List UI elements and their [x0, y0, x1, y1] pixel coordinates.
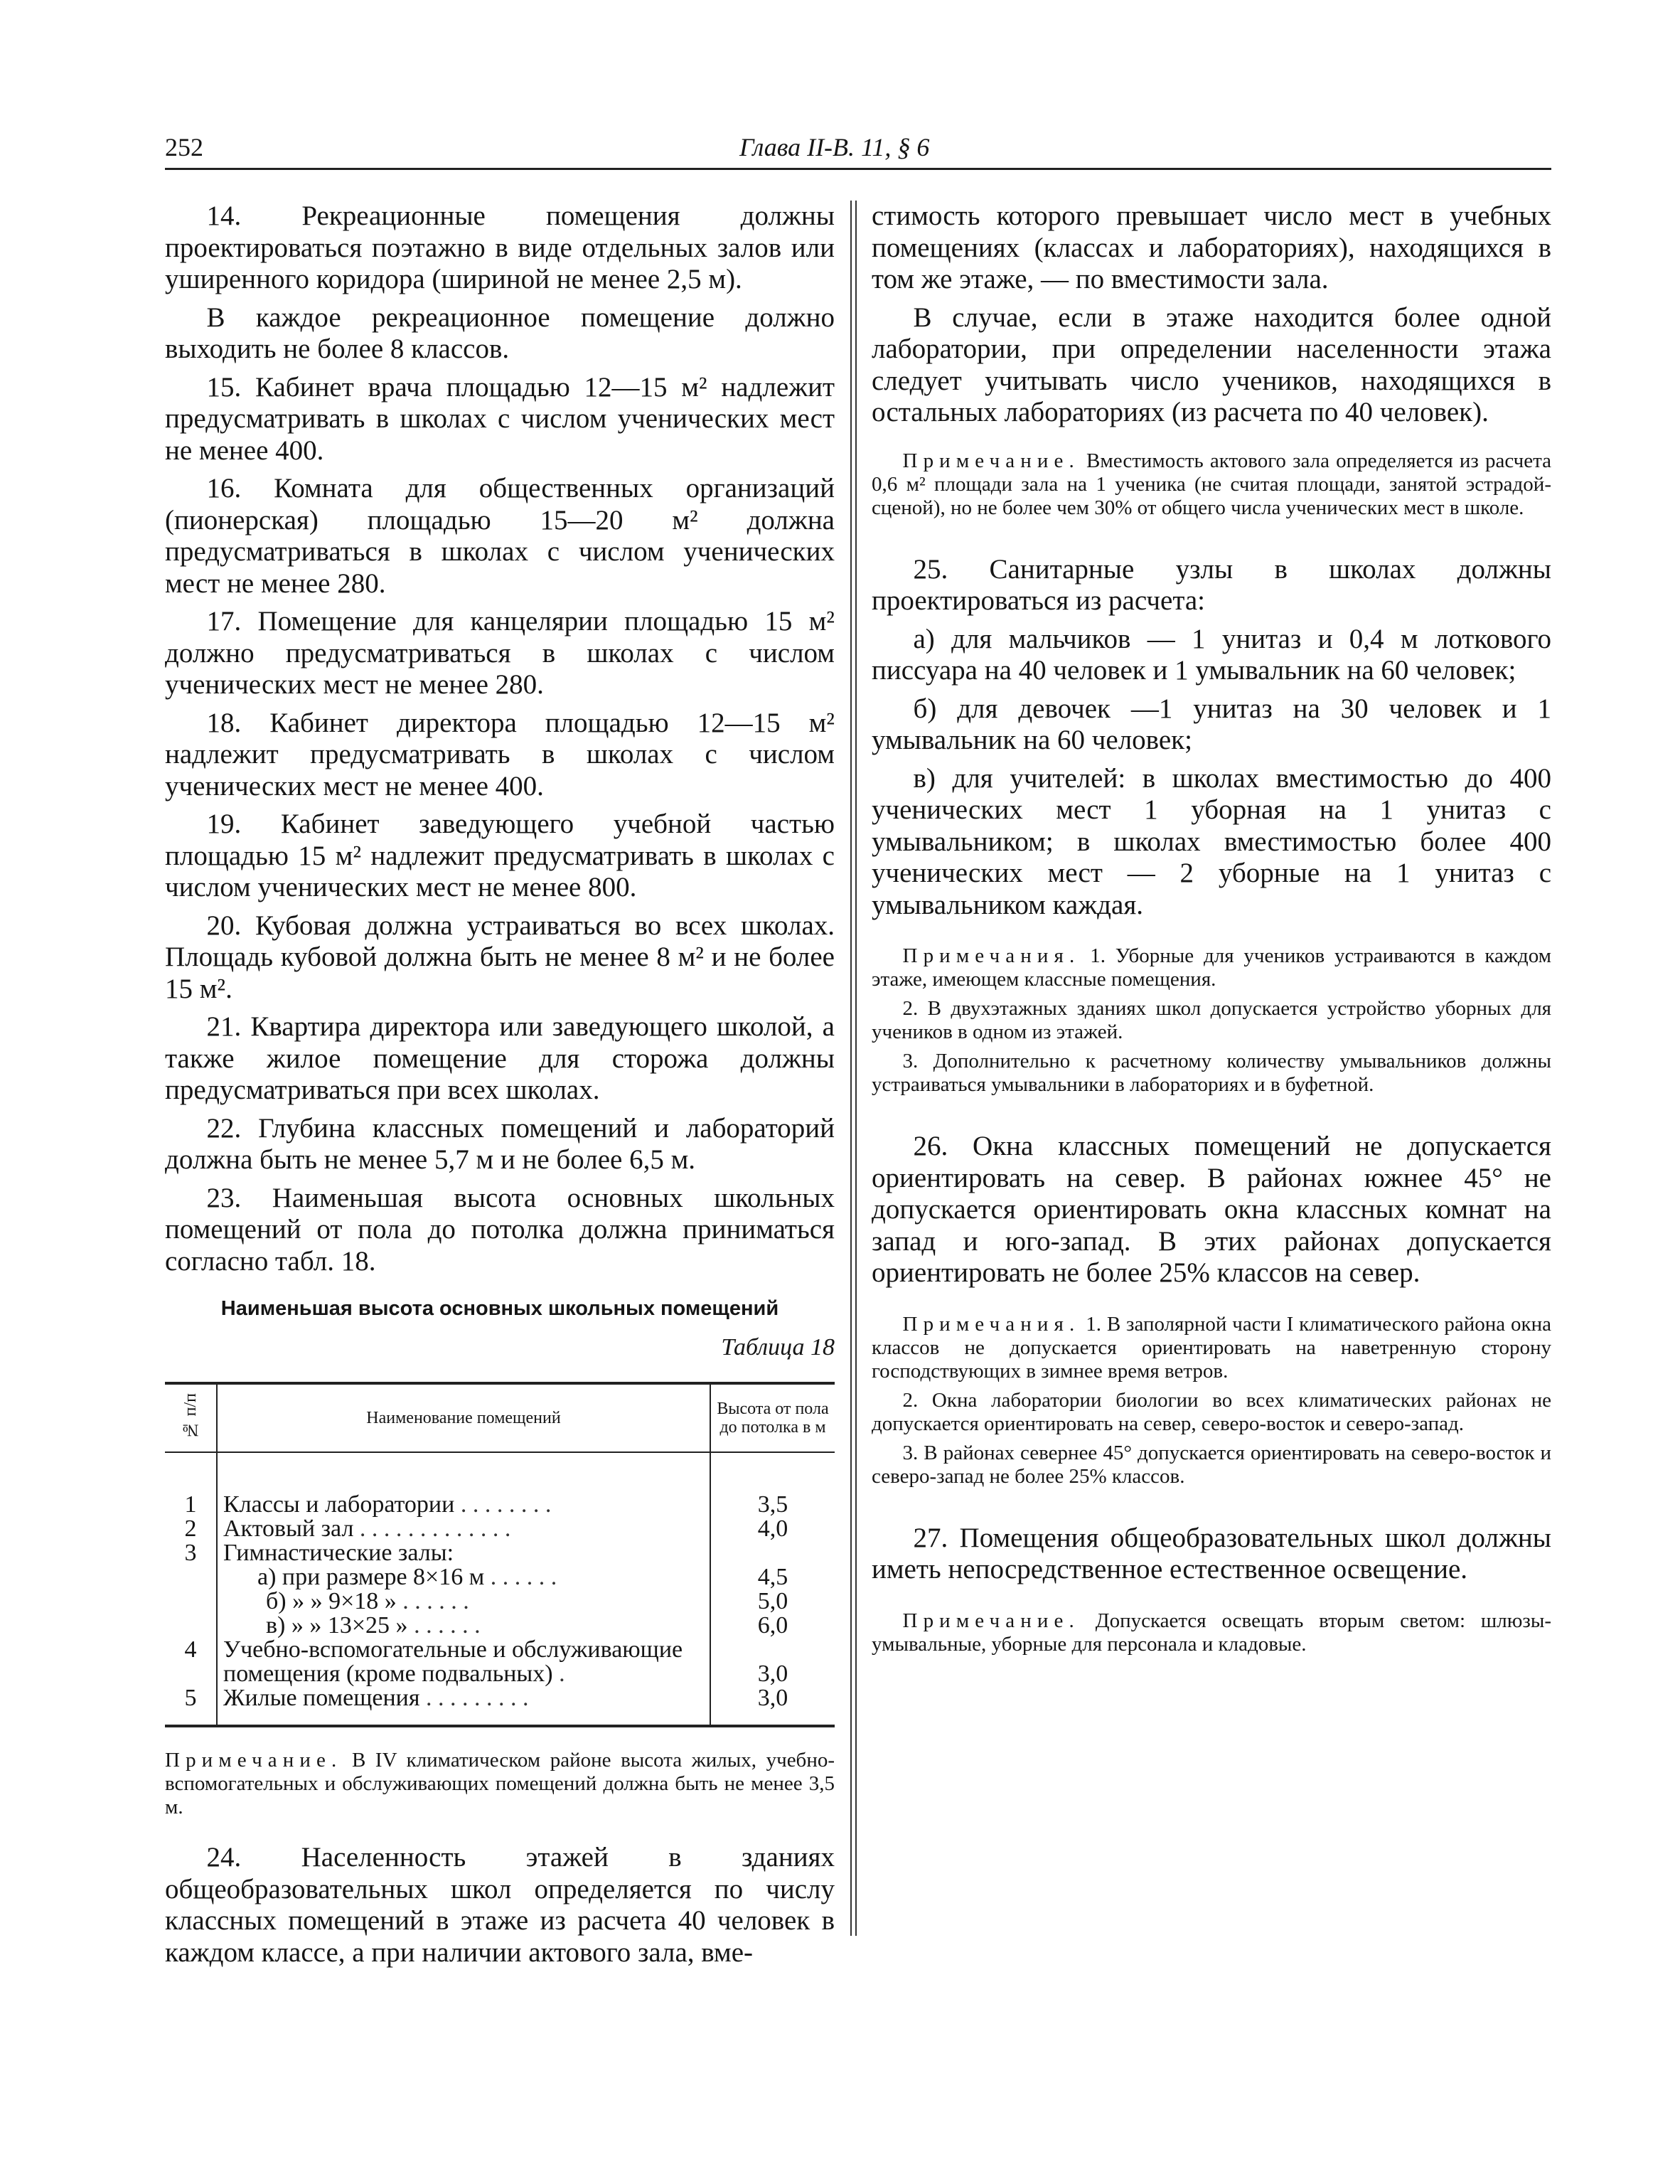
paragraph-21: 21. Квартира директора или заведующего школой, а также жилое помещение для сторожа должны предусматриваться при всех школах.	[165, 1011, 835, 1105]
table-row	[165, 1565, 835, 1589]
row-name-text: Учебно-вспомогательные и обслуживающие помещения (кроме подвальных)	[223, 1636, 683, 1688]
row-name	[217, 1614, 710, 1638]
table-note-label: Примечание.	[165, 1749, 343, 1772]
row-num	[165, 1589, 217, 1614]
paragraph-25b: б) для девочек —1 унитаз на 30 человек и 1 умывальник на 60 человек;	[872, 693, 1551, 755]
paragraph-18: 18. Кабинет директора площадью 12—15 м² надлежит предусматривать в школах с числом ученических мест не менее 400.	[165, 707, 835, 801]
row-num: 2	[165, 1517, 217, 1541]
row-num: 4	[165, 1638, 217, 1686]
table-row	[165, 1686, 835, 1726]
row-name-text: в) » » 13×25 »	[266, 1612, 408, 1639]
row-leader: . . . . . .	[484, 1564, 557, 1591]
row-leader: . . . . . . . . . . . . .	[353, 1516, 511, 1543]
header-name: Наименование помещений	[366, 1409, 561, 1428]
right-column	[872, 201, 1551, 1662]
row-name	[217, 1517, 710, 1541]
paragraph-23: 23. Наименьшая высота основных школьных помещений от пола до потолка должна приниматься согласно табл. 18.	[165, 1182, 835, 1277]
row-num: 3	[165, 1541, 217, 1565]
notes-26-label: Примечания.	[902, 1312, 1081, 1336]
table-title: Наименьшая высота основных школьных помещений	[220, 1297, 779, 1320]
row-name-text: Классы и лаборатории	[223, 1491, 455, 1518]
paragraph-24b: В случае, если в этаже находится более одной лаборатории, при определении населенности этажа следует учитывать число учеников, находящихся в остальных лабораториях (из расчета по 40 человек).	[872, 302, 1551, 427]
row-name	[217, 1452, 710, 1517]
notes-25-1	[872, 944, 1551, 991]
table-row	[165, 1452, 835, 1517]
row-name-text: б) » » 9×18 »	[266, 1588, 397, 1615]
row-num	[165, 1565, 217, 1589]
row-value: 3,5	[710, 1452, 835, 1517]
row-value: 5,0	[710, 1589, 835, 1614]
row-num: 1	[165, 1452, 217, 1517]
paragraph-24-continued: стимость которого превышает число мест в учебных помещениях (классах и лабораториях), находящихся в том же этаже, — по вместимости зала.	[872, 201, 1551, 294]
row-name	[217, 1589, 710, 1614]
paragraph-22: 22. Глубина классных помещений и лабораторий должна быть не менее 5,7 м и не более 6,5 м.	[165, 1112, 835, 1175]
paragraph-25a: а) для мальчиков — 1 унитаз и 0,4 м лоткового писсуара на 40 человек и 1 умывальник на 60 человек;	[872, 623, 1551, 686]
paragraph-16: 16. Комната для общественных организаций (пионерская) площадью 15—20 м² должна предусматриваться в школах с числом ученических мест не менее 280.	[165, 473, 835, 599]
row-leader: .	[552, 1661, 565, 1688]
table-row	[165, 1638, 835, 1686]
notes-26-1-text: 1. В заполярной части I климатического района окна классов не допускается ориентировать на наветренную сторону господствующих в зимнее время ветров.	[872, 1312, 1551, 1383]
header-num	[165, 1383, 217, 1452]
table-row	[165, 1517, 835, 1541]
paragraph-20: 20. Кубовая должна устраиваться во всех школах. Площадь кубовой должна быть не менее 8 м² и не более 15 м².	[165, 910, 835, 1004]
notes-26-2: 2. Окна лаборатории биологии во всех климатических районах не допускается ориентировать на север, северо-восток и северо-запад.	[872, 1388, 1551, 1435]
paragraph-25: 25. Санитарные узлы в школах должны проектироваться из расчета:	[872, 553, 1551, 616]
row-value: 3,0	[710, 1638, 835, 1686]
note-27-label: Примечание.	[902, 1609, 1080, 1632]
row-name	[217, 1541, 710, 1565]
notes-25-label: Примечания.	[902, 944, 1081, 967]
row-leader: . . . . . .	[396, 1588, 469, 1615]
paragraph-14: 14. Рекреационные помещения должны проектироваться поэтажно в виде отдельных залов или уширенного коридора (шириной не менее 2,5 м).	[165, 201, 835, 294]
note-24	[872, 449, 1551, 520]
notes-25-2: 2. В двухэтажных зданиях школ допускается устройство уборных для учеников в одном из этажей.	[872, 997, 1551, 1043]
paragraph-26: 26. Окна классных помещений не допускается ориентировать на север. В районах южнее 45° не допускается ориентировать окна классных комнат на запад и юго-запад. В этих районах допускается ориентировать не более 25% классов на север.	[872, 1131, 1551, 1288]
note-27-text: Допускается освещать вторым светом: шлюзы-умывальные, уборные для персонала и кладовые.	[872, 1609, 1551, 1656]
row-name	[217, 1686, 710, 1726]
row-leader: . . . . . . . .	[454, 1491, 552, 1518]
table-row	[165, 1589, 835, 1614]
table-note	[165, 1749, 835, 1819]
note-24-text: Вместимость актового зала определяется из расчета 0,6 м² площади зала на 1 ученика (не считая площади, занятой эстрадой-сценой), но не более чем 30% от общего числа ученических мест в школе.	[872, 449, 1551, 519]
notes-25-1-text: 1. Уборные для учеников устраиваются в каждом этаже, имеющем классные помещения.	[872, 944, 1551, 991]
header-value: Высота от пола до потолка в м	[710, 1383, 835, 1452]
notes-26-1	[872, 1313, 1551, 1383]
row-num	[165, 1614, 217, 1638]
paragraph-19: 19. Кабинет заведующего учебной частью площадью 15 м² надлежит предусматривать в школах с числом ученических мест не менее 800.	[165, 809, 835, 902]
paragraph-15: 15. Кабинет врача площадью 12—15 м² надлежит предусматривать в школах с числом ученических мест не менее 400.	[165, 371, 835, 466]
row-leader: . . . . . . . . .	[419, 1685, 529, 1712]
row-name-text: Гимнастические залы:	[223, 1540, 454, 1567]
table-row	[165, 1541, 835, 1565]
note-24-label: Примечание.	[902, 449, 1080, 472]
row-value: 4,0	[710, 1517, 835, 1541]
table-header-row	[165, 1383, 835, 1452]
paragraph-14b: В каждое рекреационное помещение должно выходить не более 8 классов.	[165, 302, 835, 364]
note-27	[872, 1609, 1551, 1656]
row-value: 6,0	[710, 1614, 835, 1638]
row-name-text: Жилые помещения	[223, 1685, 420, 1712]
row-value: 4,5	[710, 1565, 835, 1589]
table-number: Таблица 18	[721, 1333, 835, 1360]
row-leader: . . . . . .	[407, 1612, 481, 1639]
chapter-heading: Глава II-В. 11, § 6	[739, 133, 930, 161]
column-divider	[850, 201, 857, 1936]
row-value: 3,0	[710, 1686, 835, 1726]
paragraph-24: 24. Населенность этажей в зданиях общеобразовательных школ определяется по числу классных помещений в этаже из расчета 40 человек в каждом классе, а при наличии актового зала, вме-	[165, 1842, 835, 1968]
paragraph-25c: в) для учителей: в школах вместимостью до 400 ученических мест 1 уборная на 1 унитаз с умывальником; в школах вместимостью более 400 ученических мест — 2 уборные на 1 унитаз с умывальником каждая.	[872, 762, 1551, 920]
row-name	[217, 1565, 710, 1589]
paragraph-17: 17. Помещение для канцелярии площадью 15 м² должно предусматриваться в школах с числом ученических мест не менее 280.	[165, 606, 835, 700]
notes-25-3: 3. Дополнительно к расчетному количеству умывальников должны устраиваться умывальники в лабораториях и в буфетной.	[872, 1050, 1551, 1096]
table-row	[165, 1614, 835, 1638]
row-name-text: Актовый зал	[223, 1516, 354, 1543]
notes-26-3: 3. В районах севернее 45° допускается ориентировать на северо-восток и северо-запад не более 25% классов.	[872, 1441, 1551, 1488]
table-note-text: В IV климатическом районе высота жилых, учебно-вспомогательных и обслуживающих помещений должна быть не менее 3,5 м.	[165, 1749, 835, 1819]
paragraph-27: 27. Помещения общеобразовательных школ должны иметь непосредственное естественное освещение.	[872, 1522, 1551, 1584]
header-num-label: № п/п	[181, 1393, 200, 1439]
row-value	[710, 1541, 835, 1565]
row-name	[217, 1638, 710, 1686]
header-rule	[165, 168, 1551, 170]
row-num: 5	[165, 1686, 217, 1726]
left-column	[165, 201, 835, 1975]
row-name-text: а) при размере 8×16 м	[257, 1564, 485, 1591]
page-number: 252	[165, 133, 203, 161]
height-table	[165, 1382, 835, 1727]
